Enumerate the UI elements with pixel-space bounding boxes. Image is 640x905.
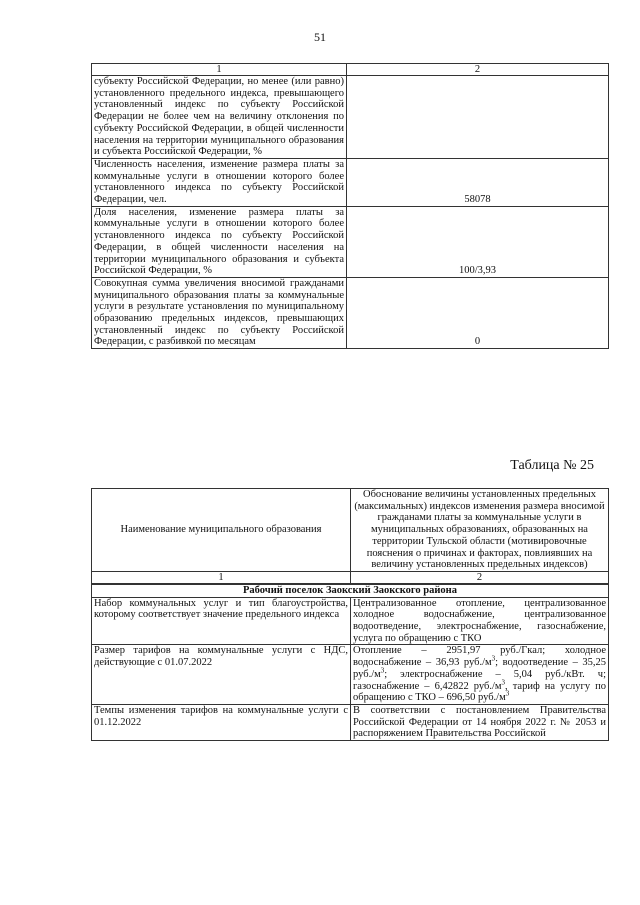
row-value: [347, 76, 609, 159]
header-municipality: Наименование муниципального образования: [92, 489, 351, 572]
row-label: Доля населения, изменение размера платы за коммунальные услуги в отношении которого более установленного индекса по субъекту Российской Федерации, в общей численности населения на территории муниципального образования и субъекта Российской Федерации, %: [92, 206, 347, 277]
tariff-text: ; водоотведение – 35,25 руб./м: [353, 657, 606, 680]
table-row: [92, 76, 609, 159]
table-caption: Таблица № 25: [510, 458, 594, 473]
district-row: [92, 584, 609, 597]
tariff-text: Отопление – 2951,97 руб./Гкал; холодное водоснабжение – 36,93 руб./м: [353, 645, 606, 669]
superscript: 3: [491, 654, 496, 663]
tariff-values: [351, 645, 609, 705]
row-label: Численность населения, изменение размера платы за коммунальные услуги в отношении которого более установленного индекса по субъекту Российской Федерации, чел.: [92, 158, 347, 206]
table-row: [92, 704, 609, 740]
row-value: 0: [347, 277, 609, 348]
superscript: 3: [380, 666, 385, 675]
table-row: [92, 645, 609, 705]
column-number: 1: [92, 571, 351, 584]
table-25: [91, 488, 609, 741]
row-value: 100/3,93: [347, 206, 609, 277]
table-row: [92, 158, 609, 206]
superscript: 3: [501, 678, 506, 687]
header-justification: Обоснование величины установленных предельных (максимальных) индексов изменения размера вносимой гражданами платы за коммунальные услуги в муниципальных образованиях, образованных на территории Тульской области (мотивировочные пояснения о причинах и факторах, повлиявших на величину установленных предельных индексов): [351, 489, 609, 572]
table-header-row: [92, 64, 609, 76]
row-value: Централизованное отопление, централизованное холодное водоснабжение, централизованное водоотведение, электроснабжение, газоснабжение, услуга по обращению с ТКО: [351, 597, 609, 645]
page-number: 51: [314, 30, 326, 44]
row-label: Набор коммунальных услуг и тип благоустройства, которому соответствует значение предельного индекса: [92, 597, 351, 645]
tariff-text: ; электроснабжение – 5,04 руб./кВт. ч; газоснабжение – 6,42822 руб./м: [353, 668, 606, 692]
continued-table: [91, 63, 609, 349]
row-label: Размер тарифов на коммунальные услуги с НДС, действующие с 01.07.2022: [92, 645, 351, 705]
column-number: 1: [92, 64, 347, 76]
column-number-row: [92, 571, 609, 584]
table-row: [92, 206, 609, 277]
table-row: [92, 597, 609, 645]
row-value: 58078: [347, 158, 609, 206]
table-header-row: [92, 489, 609, 572]
row-label: субъекту Российской Федерации, но менее (или равно) установленного предельного индекса, превышающего установленный индекс по субъекту Российской Федерации не более чем на величину отклонения по субъекту Российской Федерации, в общей численности населения на территории муниципального образования и субъекта Российской Федерации, %: [92, 76, 347, 159]
row-label: Совокупная сумма увеличения вносимой гражданами муниципального образования платы за коммунальные услуги в результате установления по муниципальному образованию предельных индексов, превышающих установленный индекс по субъекту Российской Федерации, с разбивкой по месяцам: [92, 277, 347, 348]
row-label: Темпы изменения тарифов на коммунальные услуги с 01.12.2022: [92, 704, 351, 740]
table-row: [92, 277, 609, 348]
tariff-text: , тариф на услугу по обращению с ТКО – 696,50 руб./м: [353, 680, 606, 704]
district-name: Рабочий поселок Заокский Заокского района: [92, 584, 609, 597]
row-value: В соответствии с постановлением Правительства Российской Федерации от 14 ноября 2022 г. № 2053 и распоряжением Правительства Российской: [351, 704, 609, 740]
column-number: 2: [351, 571, 609, 584]
superscript: 3: [505, 689, 510, 698]
column-number: 2: [347, 64, 609, 76]
